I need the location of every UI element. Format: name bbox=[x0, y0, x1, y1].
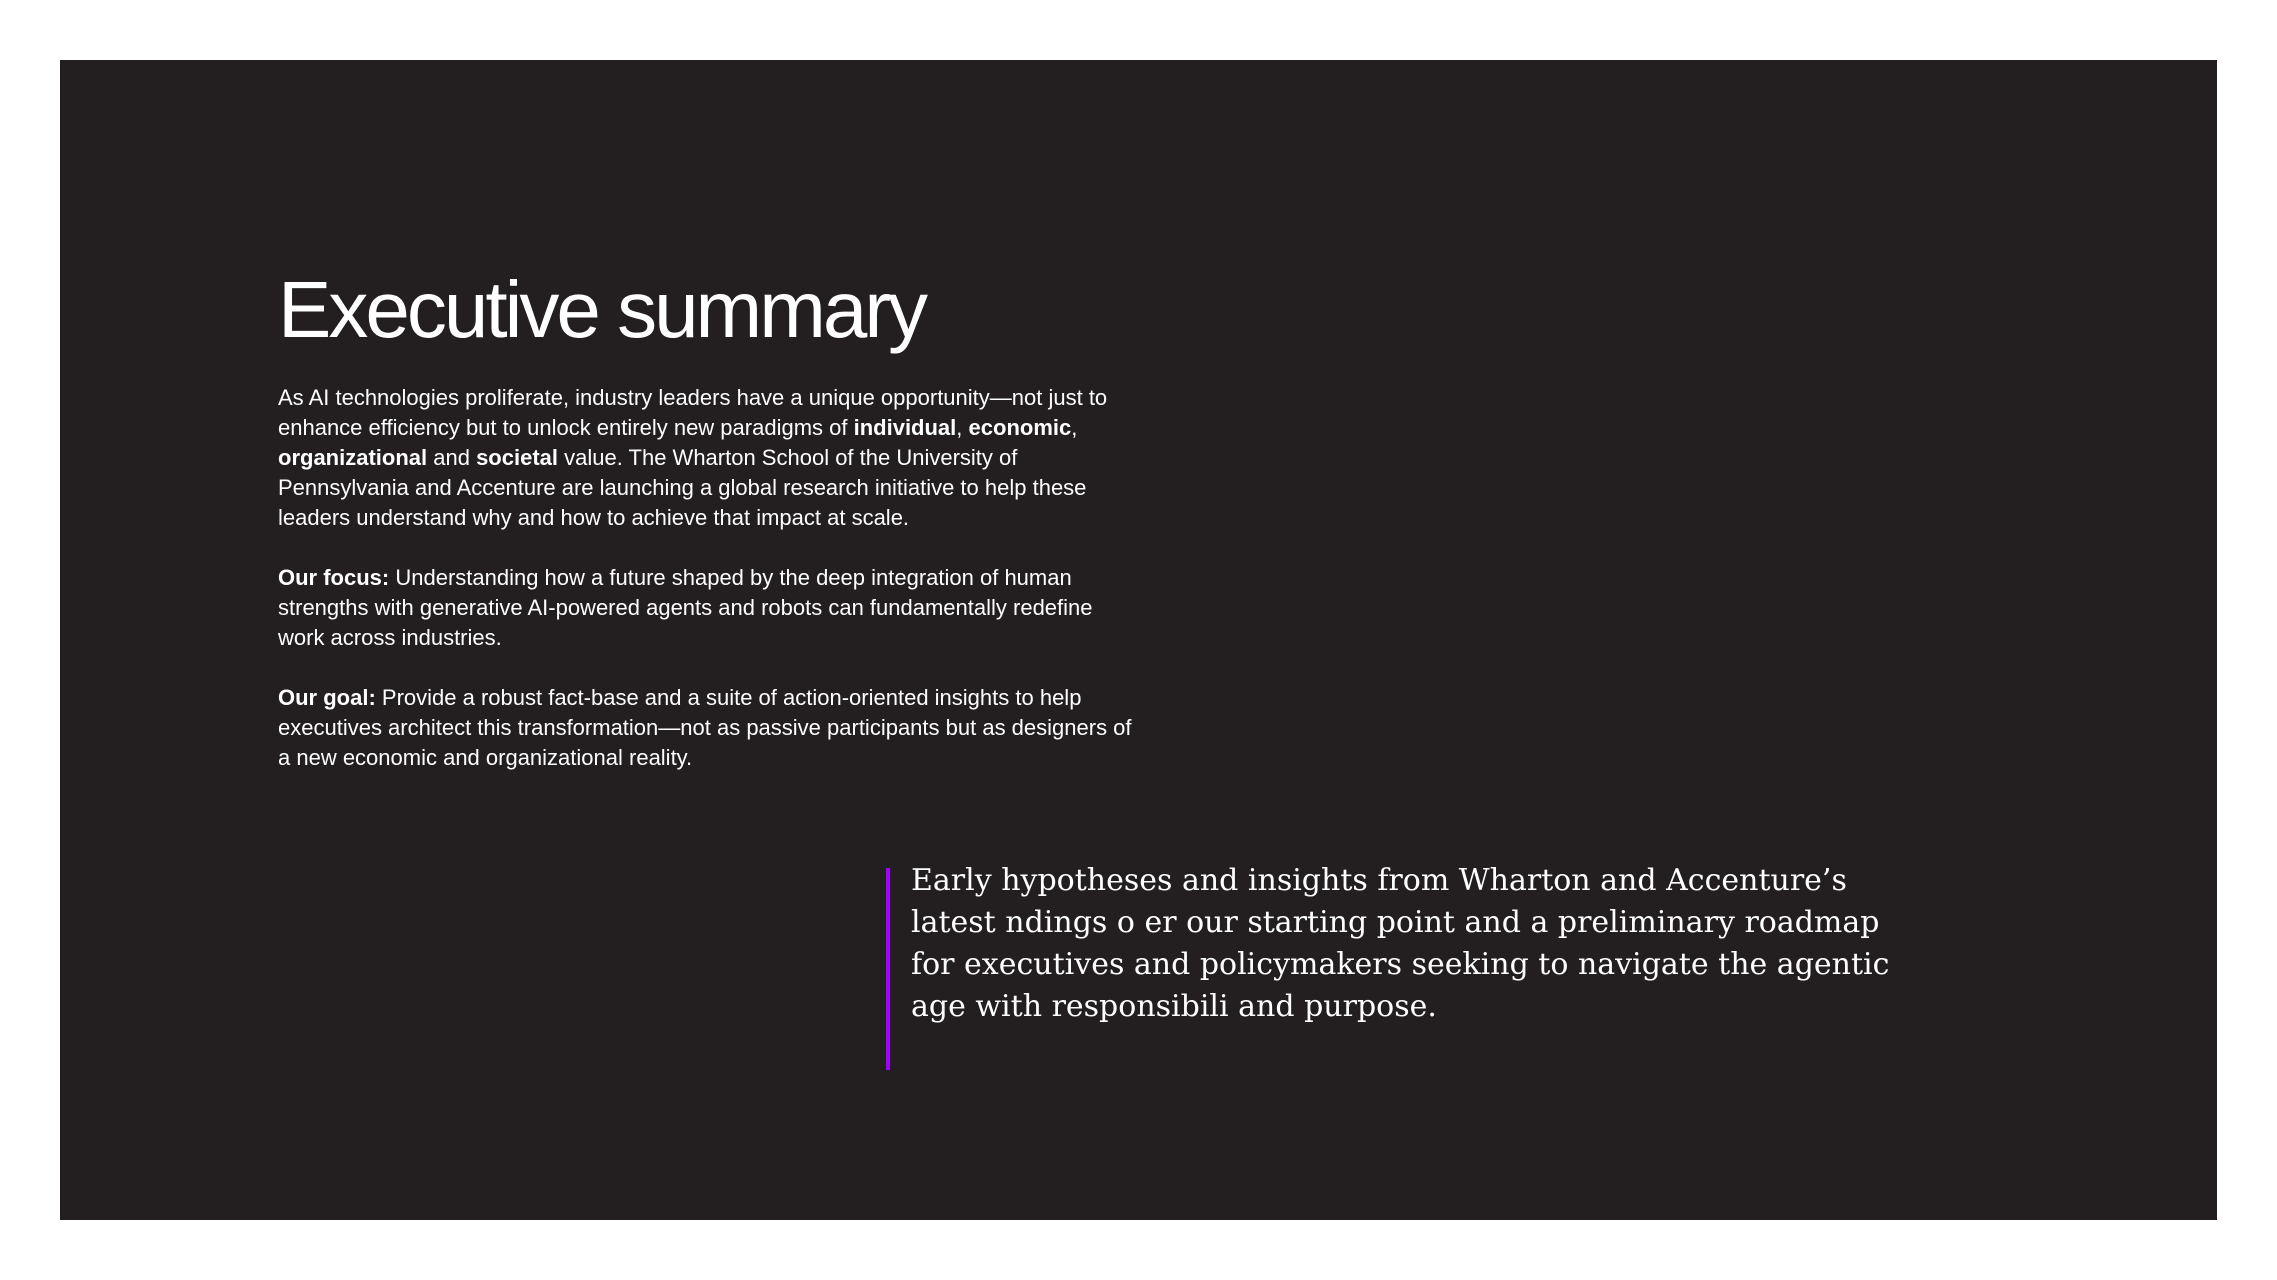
goal-paragraph bbox=[278, 683, 1138, 773]
slide-background bbox=[60, 60, 2217, 1220]
bold-individual: individual bbox=[853, 415, 957, 440]
pull-quote: Early hypotheses and insights from Wharton and Accenture’s latest ndings o er our starting point and a preliminary roadmap for executives and policymakers seeking to navigate the agentic age with responsibili and purpose. bbox=[911, 863, 1890, 1024]
quote-accent-bar bbox=[886, 868, 890, 1070]
bold-organizational: organizational bbox=[278, 445, 428, 470]
intro-separator: , bbox=[956, 415, 969, 440]
summary-body bbox=[278, 383, 1138, 803]
focus-text: Understanding how a future shaped by the deep integration of human strengths with generative AI-powered agents and robots can fundamentally redefine work across industries. bbox=[278, 565, 1093, 650]
goal-label: Our goal: bbox=[278, 685, 376, 710]
goal-text: Provide a robust fact-base and a suite of action-oriented insights to help executives architect this transformation—not as passive participants but as designers of a new economic and organizational reality. bbox=[278, 685, 1132, 770]
intro-separator: and bbox=[427, 445, 477, 470]
page-title: Executive summary bbox=[278, 265, 925, 354]
intro-text-end: value. The Wharton School of the University of Pennsylvania and Accenture are launching a global research initiative to help these leaders understand why and how to achieve that impact at scale. bbox=[278, 445, 1087, 530]
intro-paragraph bbox=[278, 383, 1138, 533]
focus-paragraph bbox=[278, 563, 1138, 653]
bold-economic: economic bbox=[968, 415, 1072, 440]
intro-separator: , bbox=[1071, 415, 1078, 440]
focus-label: Our focus: bbox=[278, 565, 390, 590]
intro-text: As AI technologies proliferate, industry leaders have a unique opportunity—not just to enhance efficiency but to unlock entirely new paradigms of bbox=[278, 385, 1108, 440]
bold-societal: societal bbox=[476, 445, 558, 470]
